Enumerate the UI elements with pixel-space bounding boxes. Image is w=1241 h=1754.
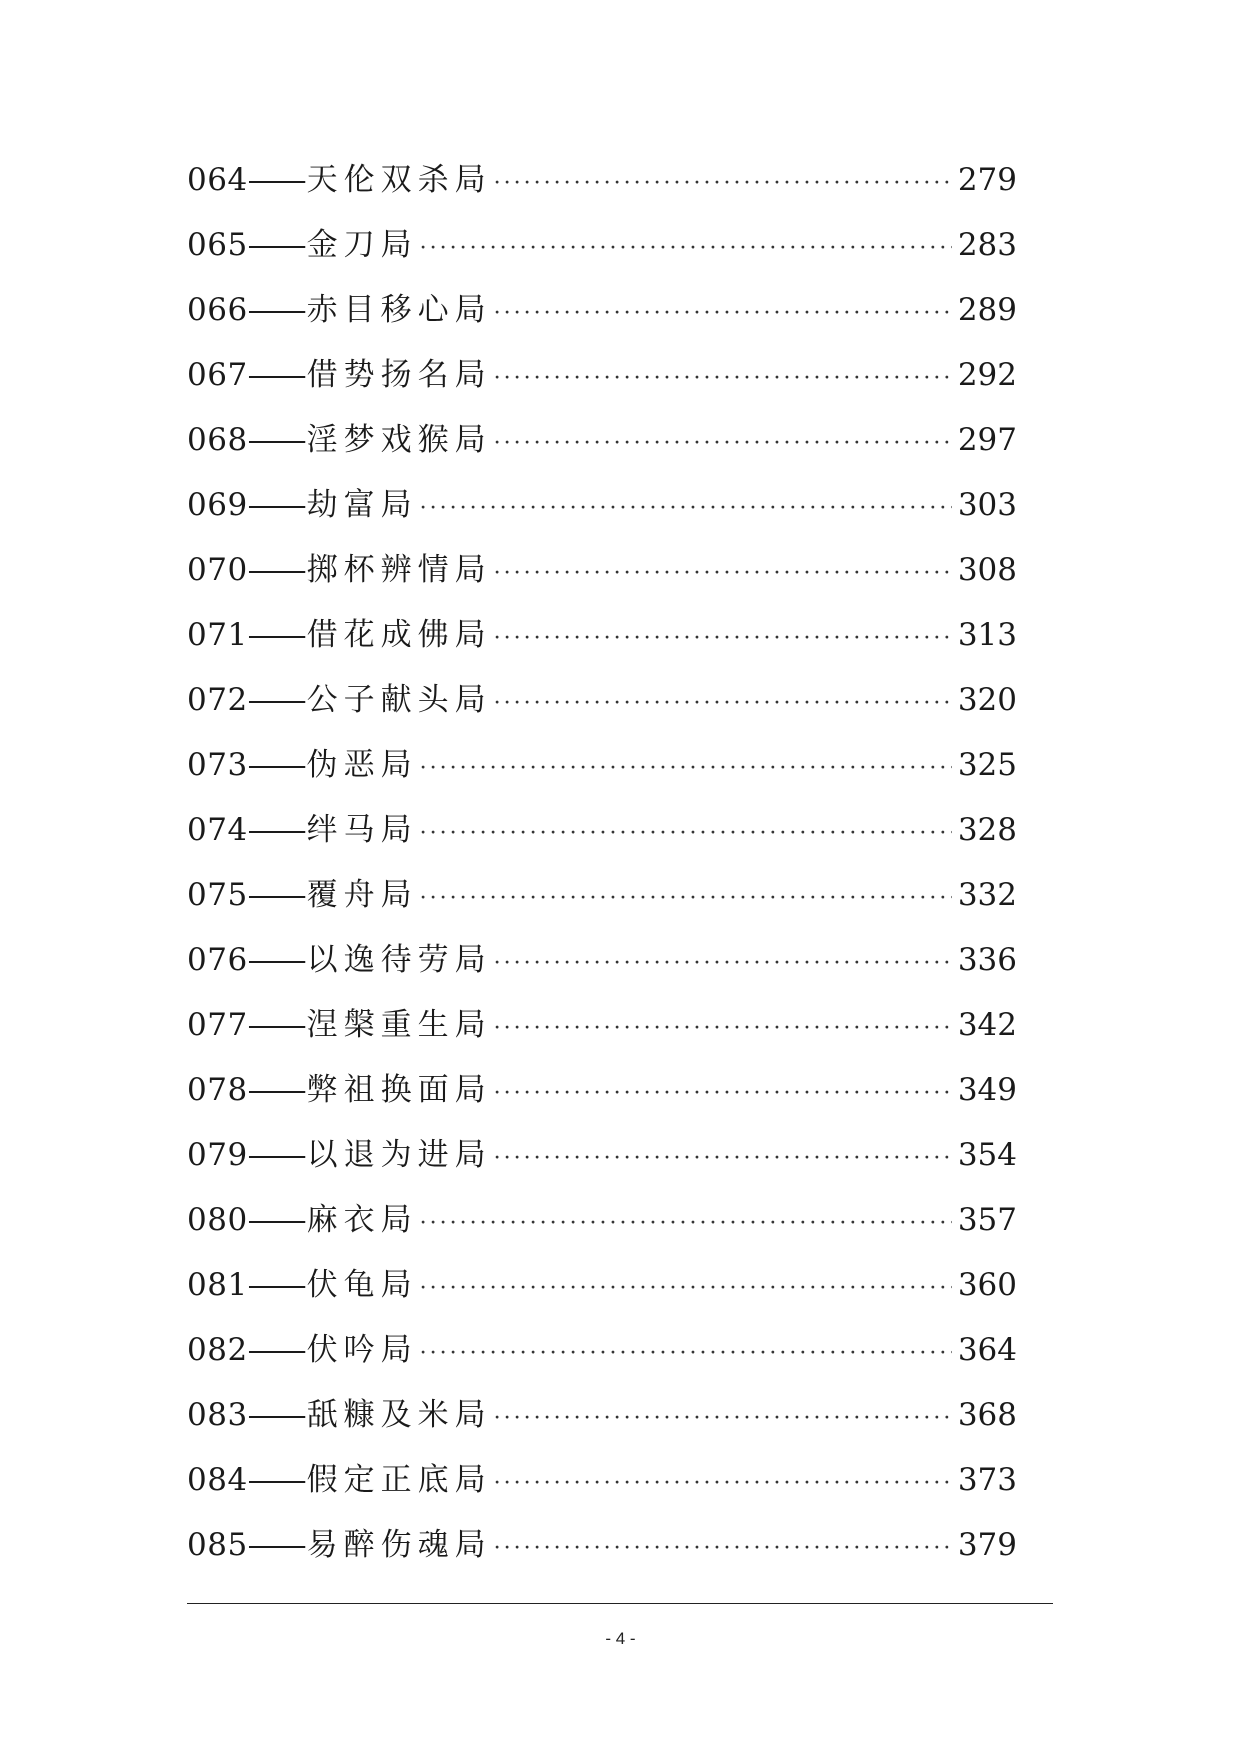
toc-dot-leader [494, 931, 952, 996]
toc-dot-leader [494, 606, 952, 671]
toc-entry-separator: —— [247, 1397, 304, 1433]
toc-dot-leader [494, 671, 952, 736]
toc-entry-page: 283 [957, 227, 1017, 263]
toc-entry-page: 342 [957, 1007, 1017, 1043]
toc-entry-number: 082 [187, 1332, 248, 1368]
toc-entry-separator: —— [247, 227, 304, 263]
toc-entry-title: 天伦双杀局 [306, 162, 492, 198]
toc-entry[interactable] [187, 1318, 1017, 1383]
toc-dot-leader [494, 1451, 952, 1516]
toc-entry-title: 劫富局 [306, 487, 418, 523]
toc-entry-number: 083 [187, 1397, 248, 1433]
toc-dot-leader [494, 1061, 952, 1126]
toc-entry-title: 舐糠及米局 [306, 1397, 492, 1433]
toc-dot-leader [494, 1516, 952, 1581]
toc-entry[interactable] [187, 343, 1017, 408]
footer-divider [187, 1603, 1053, 1604]
toc-entry-number: 076 [187, 942, 248, 978]
toc-entry-page: 379 [957, 1527, 1017, 1563]
toc-entry-separator: —— [247, 942, 304, 978]
toc-dot-leader [420, 801, 952, 866]
toc-dot-leader [420, 476, 952, 541]
toc-entry-separator: —— [247, 1462, 304, 1498]
toc-entry-number: 068 [187, 422, 248, 458]
toc-entry-page: 332 [957, 877, 1017, 913]
toc-entry-number: 067 [187, 357, 248, 393]
toc-dot-leader [420, 1191, 952, 1256]
toc-entry-page: 354 [957, 1137, 1017, 1173]
toc-entry-title: 绊马局 [306, 812, 418, 848]
toc-entry-title: 公子献头局 [306, 682, 492, 718]
toc-entry-number: 071 [187, 617, 248, 653]
toc-entry[interactable] [187, 733, 1017, 798]
toc-entry-separator: —— [247, 422, 304, 458]
toc-dot-leader [420, 736, 952, 801]
toc-dot-leader [494, 1386, 952, 1451]
toc-entry-page: 279 [957, 162, 1017, 198]
toc-entry-number: 069 [187, 487, 248, 523]
toc-dot-leader [494, 151, 952, 216]
toc-entry-title: 赤目移心局 [306, 292, 492, 328]
toc-dot-leader [420, 866, 952, 931]
toc-dot-leader [494, 996, 952, 1061]
toc-entry-title: 借花成佛局 [306, 617, 492, 653]
toc-entry[interactable] [187, 1188, 1017, 1253]
toc-entry-page: 320 [957, 682, 1017, 718]
toc-entry-number: 081 [187, 1267, 248, 1303]
toc-entry-page: 289 [957, 292, 1017, 328]
toc-entry-title: 借势扬名局 [306, 357, 492, 393]
toc-entry-number: 065 [187, 227, 248, 263]
toc-dot-leader [494, 1126, 952, 1191]
toc-entry-separator: —— [247, 1007, 304, 1043]
toc-entry-page: 373 [957, 1462, 1017, 1498]
toc-entry-separator: —— [247, 1202, 304, 1238]
toc-dot-leader [494, 411, 952, 476]
toc-entry-page: 360 [957, 1267, 1017, 1303]
toc-entry-title: 伪恶局 [306, 747, 418, 783]
toc-entry-separator: —— [247, 552, 304, 588]
toc-entry-separator: —— [247, 1527, 304, 1563]
toc-entry[interactable] [187, 538, 1017, 603]
toc-entry-page: 368 [957, 1397, 1017, 1433]
toc-entry-page: 357 [957, 1202, 1017, 1238]
toc-entry-number: 079 [187, 1137, 248, 1173]
toc-entry[interactable] [187, 1448, 1017, 1513]
toc-entry[interactable] [187, 1513, 1017, 1578]
toc-entry-title: 易醉伤魂局 [306, 1527, 492, 1563]
toc-entry-separator: —— [247, 682, 304, 718]
toc-entry-separator: —— [247, 292, 304, 328]
toc-entry-title: 弊祖换面局 [306, 1072, 492, 1108]
toc-entry-title: 金刀局 [306, 227, 418, 263]
toc-dot-leader [494, 281, 952, 346]
toc-entry[interactable] [187, 473, 1017, 538]
toc-entry[interactable] [187, 213, 1017, 278]
toc-entry-number: 064 [187, 162, 248, 198]
toc-entry[interactable] [187, 603, 1017, 668]
toc-entry-page: 313 [957, 617, 1017, 653]
toc-entry-page: 364 [957, 1332, 1017, 1368]
toc-entry-separator: —— [247, 162, 304, 198]
toc-entry-number: 085 [187, 1527, 248, 1563]
toc-dot-leader [494, 346, 952, 411]
toc-entry[interactable] [187, 1383, 1017, 1448]
toc-dot-leader [420, 1321, 952, 1386]
toc-entry-title: 涅槃重生局 [306, 1007, 492, 1043]
toc-entry-separator: —— [247, 1332, 304, 1368]
toc-dot-leader [494, 541, 952, 606]
toc-entry[interactable] [187, 863, 1017, 928]
toc-entry-title: 假定正底局 [306, 1462, 492, 1498]
page-number: - 4 - [605, 1629, 636, 1648]
toc-entry[interactable] [187, 1123, 1017, 1188]
toc-entry-number: 074 [187, 812, 248, 848]
toc-entry-page: 328 [957, 812, 1017, 848]
toc-entry-page: 308 [957, 552, 1017, 588]
toc-entry-number: 073 [187, 747, 248, 783]
toc-entry-title: 以逸待劳局 [306, 942, 492, 978]
toc-dot-leader [420, 1256, 952, 1321]
toc-entry-title: 覆舟局 [306, 877, 418, 913]
toc-entry[interactable] [187, 798, 1017, 863]
toc-entry[interactable] [187, 278, 1017, 343]
toc-entry-page: 297 [957, 422, 1017, 458]
toc-entry-separator: —— [247, 877, 304, 913]
toc-entry-title: 淫梦戏猴局 [306, 422, 492, 458]
toc-entry-number: 077 [187, 1007, 248, 1043]
toc-entry-separator: —— [247, 1072, 304, 1108]
toc-entry-title: 掷杯辨情局 [306, 552, 492, 588]
toc-entry-page: 336 [957, 942, 1017, 978]
toc-entry-page: 349 [957, 1072, 1017, 1108]
toc-entry[interactable] [187, 993, 1017, 1058]
toc-entry-separator: —— [247, 487, 304, 523]
toc-entry-separator: —— [247, 1137, 304, 1173]
toc-entry-page: 303 [957, 487, 1017, 523]
toc-entry-number: 075 [187, 877, 248, 913]
table-of-contents [187, 148, 1017, 1578]
toc-entry-title: 伏吟局 [306, 1332, 418, 1368]
toc-entry-separator: —— [247, 357, 304, 393]
toc-entry-title: 以退为进局 [306, 1137, 492, 1173]
toc-entry-separator: —— [247, 617, 304, 653]
toc-entry-separator: —— [247, 1267, 304, 1303]
toc-entry[interactable] [187, 668, 1017, 733]
toc-entry-number: 072 [187, 682, 248, 718]
toc-entry-number: 078 [187, 1072, 248, 1108]
toc-dot-leader [420, 216, 952, 281]
toc-entry-separator: —— [247, 747, 304, 783]
toc-entry-title: 麻衣局 [306, 1202, 418, 1238]
toc-entry-number: 070 [187, 552, 248, 588]
toc-entry-number: 084 [187, 1462, 248, 1498]
toc-entry-title: 伏龟局 [306, 1267, 418, 1303]
toc-entry-page: 325 [957, 747, 1017, 783]
toc-entry[interactable] [187, 1058, 1017, 1123]
toc-entry-number: 066 [187, 292, 248, 328]
toc-entry[interactable] [187, 148, 1017, 213]
toc-entry-page: 292 [957, 357, 1017, 393]
toc-entry-number: 080 [187, 1202, 248, 1238]
toc-entry[interactable] [187, 928, 1017, 993]
toc-entry[interactable] [187, 408, 1017, 473]
toc-entry[interactable] [187, 1253, 1017, 1318]
toc-entry-separator: —— [247, 812, 304, 848]
